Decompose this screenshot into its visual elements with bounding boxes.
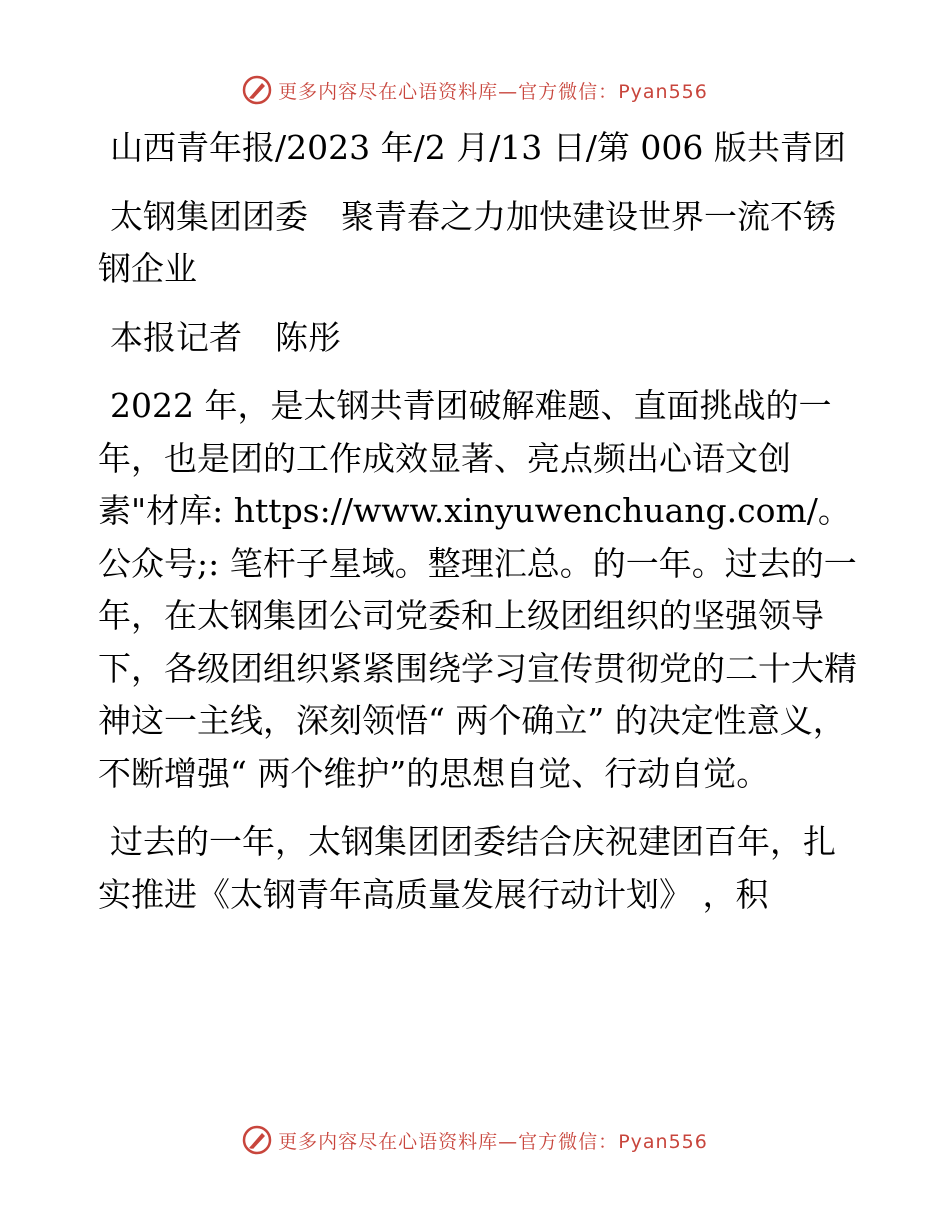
article-author: 本报记者 陈彤 [110,317,341,357]
article-paragraph: 过去的一年，太钢集团团委结合庆祝建团百年，扎实推进《太钢青年高质量发展行动计划》 ，积 [98,822,836,914]
watermark-top [0,72,950,108]
watermark-text: 更多内容尽在心语资料库—官方微信：Pyan556 [278,80,708,103]
watermark-bottom [0,1122,950,1158]
pen-seal-icon [242,75,272,105]
article-header: 山西青年报/2023 年/2 月/13 日/第 006 版共青团 [110,128,846,167]
watermark-text: 更多内容尽在心语资料库—官方微信：Pyan556 [278,1130,708,1153]
article-content [98,122,858,921]
pen-seal-icon [242,1125,272,1155]
article-title: 太钢集团团委 聚青春之力加快建设世界一流不锈钢企业 [98,196,836,288]
article-paragraph: 2022 年，是太钢共青团破解难题、直面挑战的一年，也是团的工作成效显著、亮点频出心语文创素"材库: https://www.xinyuwenchuang.com/。公众号;: 笔杆子星域。整理汇总。的一年。过去的一年，在太钢集团公司党委和上级团组织的坚强领导下，各级团组织紧紧围绕学习宣传贯彻党的二十大精神这一主线，深刻领悟“ 两个确立” 的决定性意义，不断增强“ 两个维护”的思想自觉、行动自觉。 [98,386,857,793]
